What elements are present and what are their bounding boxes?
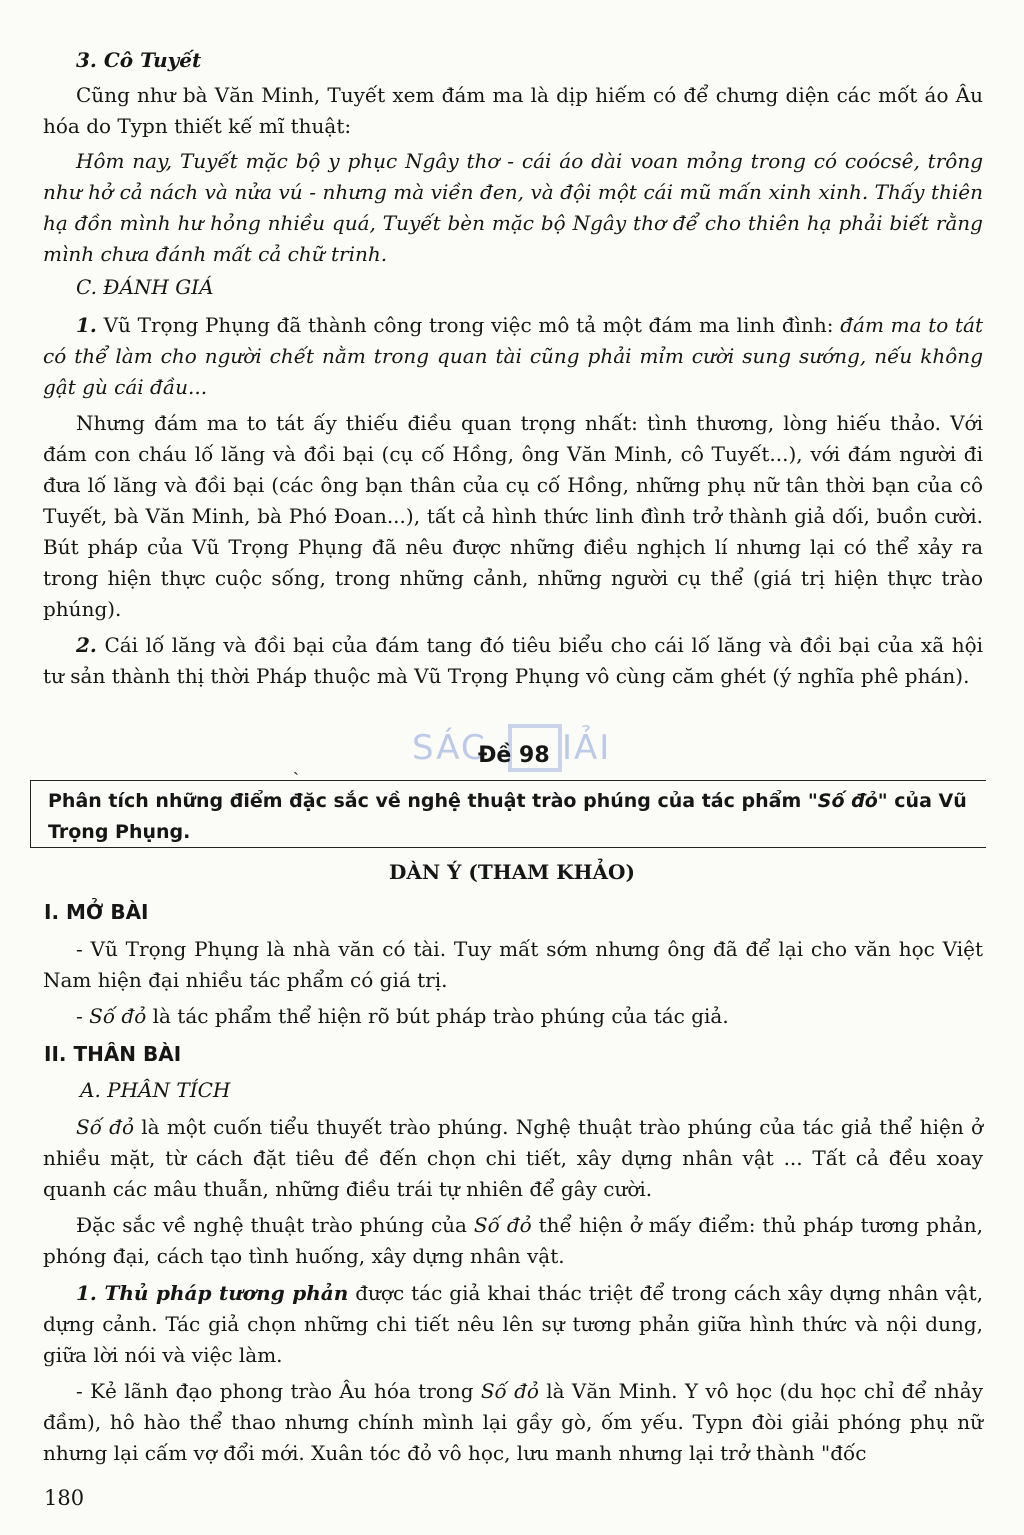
paragraph-rest: là một cuốn tiểu thuyết trào phúng. Nghệ thuật trào phúng của tác giả thể hiện ở nhiều mặt, từ cách đặt tiêu đề đến chọn chi tiết, xây dựng nhân vật ... Tất cả đều xoay quanh các mâu thuẫn, những điều trái tự nhiên để gây cười. [43,1115,983,1201]
mo-bai-bullet-1: - Vũ Trọng Phụng là nhà văn có tài. Tuy mất sớm nhưng ông đã để lại cho văn học Việt Nam hiện đại nhiều tác phẩm có giá trị. [43,937,983,992]
bullet-dash: - [76,1004,90,1028]
work-title: Số đỏ [89,1004,147,1028]
paragraph-pre: Đặc sắc về nghệ thuật trào phúng của [76,1213,474,1237]
stray-mark: ˎ [293,755,299,776]
than-bai-paragraph-3 [43,1278,983,1371]
item-1-text: Vũ Trọng Phụng đã thành công trong việc mô tả một đám ma linh đình: [103,313,834,337]
than-bai-paragraph-2 [43,1210,983,1272]
than-bai-paragraph-4 [43,1376,983,1469]
section-3-title: 3. Cô Tuyết [76,48,202,72]
mo-bai-bullet-2 [43,1001,983,1032]
outline-title: DÀN Ý (THAM KHẢO) [389,860,635,884]
paragraph-rest: thể hiện ở mấy điểm: thủ pháp tương phản, phóng đại, cách tạo tình huống, xây dựng nhân vật. [43,1213,983,1268]
item-2-text: Cái lố lăng và đồi bại của đám tang đó tiêu biểu cho cái lố lăng và đồi bại của xã hội tư sản thành thị thời Pháp thuộc mà Vũ Trọng Phụng vô cùng căm ghét (ý nghĩa phê phán). [43,633,984,688]
prompt-text [48,786,983,848]
paragraph-pre: - Kẻ lãnh đạo phong trào Âu hóa trong [76,1379,481,1403]
section-3-quote: Hôm nay, Tuyết mặc bộ y phục Ngây thơ - cái áo dài voan mỏng trong có coócsê, trông như hở cả nách và nửa vú - nhưng mà viền đen, và đội một cái mũ mấn xinh xinh. Thấy thiên hạ đồn mình hư hỏng nhiều quá, Tuyết bèn mặc bộ Ngây thơ để cho thiên hạ phải biết rằng mình chưa đánh mất cả chữ trinh. [43,149,983,266]
page-number: 180 [44,1486,85,1510]
than-bai-title: II. THÂN BÀI [44,1042,182,1066]
de-title: Đề 98 [478,743,550,768]
item-2-number: 2. [76,633,97,657]
prompt-pre: Phân tích những điểm đặc sắc về nghệ thuật trào phúng của tác phẩm [48,790,808,812]
work-title: Số đỏ [473,1213,532,1237]
phan-tich-title: A. PHÂN TÍCH [80,1078,231,1102]
paragraph-rest: được tác giả khai thác triệt để trong cách xây dựng nhân vật, dựng cảnh. Tác giả chọn những chi tiết nêu lên sự tương phản giữa hình thức và nội dung, giữa lời nói và việc làm. [43,1281,983,1367]
watermark-text-left: SÁC [412,728,487,768]
item-1-quote: đám ma to tát có thể làm cho người chết nằm trong quan tài cũng phải mỉm cười sung sướng, nếu không gật gù cái đầu... [43,313,984,399]
prompt-work: "Số đỏ" [807,790,888,812]
mo-bai-title: I. MỞ BÀI [44,900,149,924]
prompt-post: của Vũ Trọng Phụng. [48,790,967,843]
section-c-item-1 [43,310,983,403]
paragraph-rest: là Văn Minh. Y vô học (du học chỉ để nhảy đầm), hô hào thể thao nhưng chính mình lại gầy gò, ốm yếu. Typn đòi giải phóng phụ nữ nhưng lại cấm vợ đổi mới. Xuân tóc đỏ vô học, lưu manh nhưng lại trở thành "đốc [43,1379,983,1465]
section-c-title: C. ĐÁNH GIÁ [76,275,214,299]
watermark-text-right: IẢI [562,728,612,768]
section-3-paragraph: Cũng như bà Văn Minh, Tuyết xem đám ma là dịp hiếm có để chưng diện các mốt áo Âu hóa do Typn thiết kế mĩ thuật: [43,83,983,138]
work-title: Số đỏ [76,1115,135,1139]
than-bai-paragraph-1 [43,1112,983,1205]
item-1-number: 1. [76,313,97,337]
bullet-rest: là tác phẩm thể hiện rõ bút pháp trào phúng của tác giả. [146,1004,729,1028]
section-c-paragraph-2: Nhưng đám ma to tát ấy thiếu điều quan trọng nhất: tình thương, lòng hiếu thảo. Với đám con cháu lố lăng và đồi bại (cụ cố Hồng, ông Văn Minh, cô Tuyết...), với đám người đi đưa lố lăng và đồi bại (các ông bạn thân của cụ cố Hồng, những phụ nữ tân thời bạn của cô Tuyết, bà Văn Minh, bà Phó Đoan...), tất cả hình thức linh đình trở thành giả dối, buồn cười. Bút pháp của Vũ Trọng Phụng đã nêu được những điều nghịch lí nhưng lại có thể xảy ra trong hiện thực cuộc sống, trong những cảnh, những người cụ thể (giá trị hiện thực trào phúng). [43,411,983,621]
paragraph-heading: 1. Thủ pháp tương phản [76,1281,349,1305]
section-c-item-2 [43,630,983,692]
work-title: Số đỏ [480,1379,539,1403]
